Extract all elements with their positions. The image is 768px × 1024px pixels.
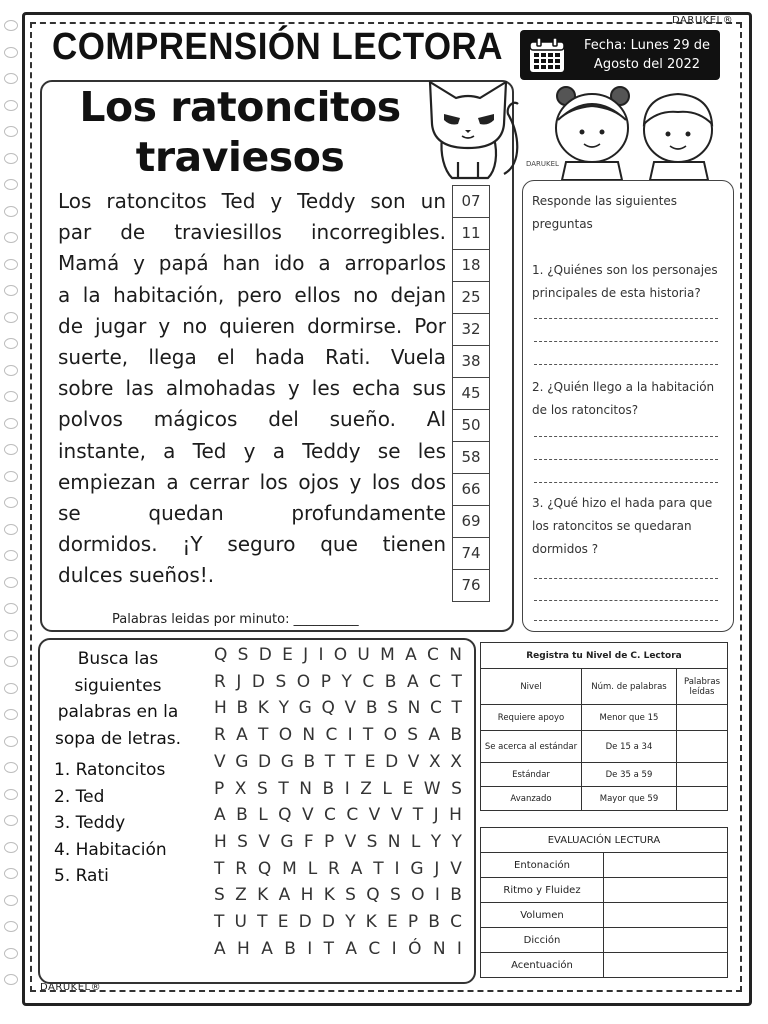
calendar-icon [528, 36, 566, 74]
letter-cell[interactable]: B [284, 938, 296, 959]
spiral-ring [4, 100, 18, 111]
letter-cell[interactable]: L [258, 805, 268, 826]
letter-grid-row [214, 858, 462, 880]
spiral-ring [4, 789, 18, 800]
letter-cell[interactable]: X [428, 751, 441, 772]
word-list-item: 1. Ratoncitos [54, 760, 166, 780]
evaluation-title: EVALUACIÓN LECTURA [481, 828, 728, 853]
letter-cell[interactable]: M [380, 645, 395, 665]
spiral-ring [4, 762, 18, 773]
story-line: polvos mágicos del sueño. Al [58, 407, 446, 432]
letter-cell[interactable]: S [275, 671, 287, 692]
letter-cell[interactable]: Q [278, 805, 292, 826]
answer-line[interactable] [534, 364, 718, 365]
story-line: suerte, llega el hada Rati. Vuela [58, 345, 446, 369]
letter-cell[interactable]: G [280, 831, 294, 852]
story-line: par de traviesillos incorregibles. [58, 220, 446, 245]
letter-cell[interactable]: K [257, 885, 269, 906]
letter-cell[interactable]: T [214, 912, 225, 932]
letter-cell[interactable]: T [258, 725, 269, 746]
spiral-ring [4, 232, 18, 243]
level-range: Mayor que 59 [582, 787, 677, 811]
letter-cell[interactable]: E [364, 751, 376, 772]
criterion-score-cell[interactable] [604, 903, 728, 928]
letter-cell[interactable]: C [450, 912, 462, 932]
level-range: Menor que 15 [582, 705, 677, 731]
letter-cell[interactable]: O [278, 725, 293, 746]
letter-cell[interactable]: U [357, 645, 370, 665]
letter-cell[interactable]: A [236, 725, 248, 746]
letter-cell[interactable]: T [324, 751, 336, 772]
letter-cell[interactable]: N [432, 938, 446, 959]
letter-cell[interactable]: S [345, 885, 356, 906]
letter-cell[interactable]: L [382, 778, 392, 799]
spiral-ring [4, 47, 18, 58]
letter-cell[interactable]: Y [345, 912, 356, 932]
letter-cell[interactable]: Q [214, 645, 228, 665]
letter-cell[interactable]: H [449, 805, 462, 826]
letter-cell[interactable]: Q [366, 885, 380, 906]
letter-cell[interactable]: I [344, 778, 350, 799]
date-line-1: Fecha: Lunes 29 de [584, 38, 710, 53]
letter-cell[interactable]: C [362, 671, 375, 692]
story-line: instante, a Ted y a Teddy se les [58, 438, 446, 463]
criterion-label: Acentuación [481, 953, 604, 978]
letter-cell[interactable]: O [411, 885, 425, 906]
letter-cell[interactable]: F [303, 831, 314, 852]
spiral-ring [4, 577, 18, 588]
word-count-cell: 11 [452, 217, 490, 250]
spiral-ring [4, 736, 18, 747]
letter-cell[interactable]: N [302, 725, 316, 746]
letter-cell[interactable]: X [234, 778, 247, 799]
letter-cell[interactable]: J [236, 671, 242, 692]
level-name: Se acerca al estándar [481, 731, 582, 763]
letter-cell[interactable]: S [390, 885, 401, 906]
question-text: dormidos ? [532, 542, 599, 556]
letter-cell[interactable]: V [390, 805, 403, 826]
spiral-ring [4, 338, 18, 349]
spiral-ring [4, 603, 18, 614]
letter-cell[interactable]: E [277, 912, 289, 932]
letter-cell[interactable]: H [300, 885, 314, 906]
word-list-item: 4. Habitación [54, 839, 167, 860]
letter-cell[interactable]: S [366, 831, 378, 852]
letter-cell[interactable]: T [373, 858, 384, 879]
question-text: Responde las siguientes [532, 194, 678, 208]
kids-illustration [522, 82, 734, 180]
level-name: Estándar [481, 763, 582, 787]
word-count-column [452, 186, 490, 602]
letter-cell[interactable]: T [278, 778, 289, 799]
letter-cell[interactable]: N [387, 831, 401, 852]
instruction-line: siguientes [74, 675, 162, 696]
letter-cell[interactable]: V [407, 751, 420, 772]
letter-cell[interactable]: D [258, 751, 272, 772]
letter-cell[interactable]: C [429, 671, 441, 692]
letter-grid-row [214, 751, 462, 773]
col-nivel: Nivel [481, 669, 582, 705]
spiral-ring [4, 630, 18, 641]
spiral-ring [4, 550, 18, 561]
letter-cell[interactable]: C [427, 645, 439, 665]
letter-cell[interactable]: K [257, 698, 269, 719]
letter-cell[interactable]: A [345, 938, 358, 959]
spiral-ring [4, 709, 18, 720]
letter-cell[interactable]: H [214, 831, 227, 852]
letter-cell[interactable]: W [423, 778, 441, 799]
word-count-cell: 74 [452, 537, 490, 570]
criterion-label: Entonación [481, 853, 604, 878]
letter-cell[interactable]: S [214, 885, 225, 906]
question-text: preguntas [532, 217, 593, 231]
criterion-label: Dicción [481, 928, 604, 953]
letter-cell[interactable]: T [214, 858, 225, 879]
word-list-item: 2. Ted [54, 786, 105, 807]
letter-cell[interactable]: S [387, 698, 398, 719]
letter-cell[interactable]: B [365, 698, 378, 719]
question-text: 2. ¿Quién llego a la habitación [532, 380, 715, 394]
spiral-binding [4, 20, 18, 1010]
letter-cell[interactable]: I [434, 885, 440, 906]
criterion-score-cell[interactable] [604, 878, 728, 903]
criterion-label: Ritmo y Fluidez [481, 878, 604, 903]
letter-cell[interactable]: S [407, 725, 419, 746]
word-count-cell: 07 [452, 185, 490, 218]
letter-cell[interactable]: S [237, 645, 249, 665]
word-count-cell: 45 [452, 377, 490, 410]
letter-cell[interactable]: V [344, 698, 357, 719]
cat-illustration [422, 74, 526, 186]
letter-cell[interactable]: D [321, 912, 335, 932]
answer-line[interactable] [534, 620, 718, 621]
letter-cell[interactable]: Q [257, 858, 272, 879]
letter-cell[interactable]: G [298, 698, 312, 719]
date-line-2: Agosto del 2022 [593, 57, 701, 72]
answer-line[interactable] [534, 578, 718, 579]
letter-cell[interactable]: Y [451, 831, 462, 852]
spiral-ring [4, 153, 18, 164]
question-text: principales de esta historia? [532, 286, 701, 300]
story-title-line-1: Los ratoncitos [79, 83, 401, 131]
story-line: dormidos. ¡Y seguro que tienen [58, 532, 446, 557]
letter-cell[interactable]: R [328, 858, 340, 879]
letter-cell[interactable]: C [368, 938, 381, 959]
question-text: de los ratoncitos? [532, 403, 639, 417]
letter-cell[interactable]: A [278, 885, 291, 906]
brand-top: DARUKEL® [672, 15, 734, 26]
letter-cell[interactable]: T [344, 751, 356, 772]
letter-cell[interactable]: I [391, 938, 397, 959]
letter-grid-row [214, 644, 462, 666]
letter-cell[interactable]: S [237, 831, 248, 852]
spiral-ring [4, 179, 18, 190]
letter-cell[interactable]: E [402, 778, 414, 799]
letter-cell[interactable]: O [296, 671, 311, 692]
story-line: empiezan a cerrar los ojos y los dos [58, 469, 446, 494]
letter-cell[interactable]: A [261, 938, 273, 959]
letter-cell[interactable]: B [450, 885, 462, 906]
criterion-label: Volumen [481, 903, 604, 928]
answer-line[interactable] [534, 318, 718, 319]
letter-cell[interactable]: A [405, 645, 417, 665]
spiral-ring [4, 259, 18, 270]
svg-text:DARUKEL: DARUKEL [526, 160, 559, 168]
spiral-ring [4, 73, 18, 84]
word-search-instructions [44, 646, 192, 752]
letter-cell[interactable]: Z [360, 778, 372, 799]
story-line: dulces sueños!. [58, 563, 215, 588]
word-count-cell: 58 [452, 441, 490, 474]
letter-cell[interactable]: I [318, 645, 324, 665]
spiral-ring [4, 656, 18, 667]
answer-line[interactable] [534, 600, 718, 601]
spiral-ring [4, 815, 18, 826]
spiral-ring [4, 842, 18, 853]
instruction-line: Busca las [77, 649, 159, 669]
letter-cell[interactable]: L [307, 858, 318, 879]
letter-cell[interactable]: E [282, 645, 293, 665]
level-range: De 15 a 34 [582, 731, 677, 763]
spiral-ring [4, 365, 18, 376]
words-per-minute-label: Palabras leidas por minuto: __________ [112, 612, 359, 627]
reading-level-table [480, 642, 728, 811]
letter-cell[interactable]: V [214, 751, 226, 772]
brand-bottom: DARUKEL® [40, 982, 102, 993]
letter-cell[interactable]: V [258, 831, 270, 852]
page-title: COMPRENSIÓN LECTORA [52, 26, 503, 68]
letter-cell[interactable]: O [333, 645, 348, 665]
level-name: Requiere apoyo [481, 705, 582, 731]
spiral-ring [4, 206, 18, 217]
letter-cell[interactable]: E [386, 912, 398, 932]
spiral-ring [4, 921, 18, 932]
letter-cell[interactable]: B [428, 912, 440, 932]
letter-cell[interactable]: S [256, 778, 268, 799]
letter-cell[interactable]: R [235, 858, 248, 879]
letter-cell[interactable]: V [344, 831, 357, 852]
letter-cell[interactable]: N [299, 778, 312, 799]
letter-cell[interactable]: V [301, 805, 314, 826]
letter-cell[interactable]: M [282, 858, 297, 879]
criterion-score-cell[interactable] [604, 953, 728, 978]
spiral-ring [4, 895, 18, 906]
level-name: Avanzado [481, 787, 582, 811]
word-count-cell: 25 [452, 281, 490, 314]
letter-cell[interactable]: A [428, 725, 441, 746]
word-count-cell: 66 [452, 473, 490, 506]
word-count-cell: 69 [452, 505, 490, 538]
letter-grid-row [214, 938, 462, 960]
letter-cell[interactable]: A [350, 858, 363, 879]
story-line: Mamá y papá han ido a arroparlos [58, 251, 446, 276]
letter-cell[interactable]: V [450, 858, 462, 879]
letter-cell[interactable]: Y [430, 831, 442, 852]
level-input-cell[interactable] [677, 763, 728, 787]
letter-cell[interactable]: T [451, 671, 462, 692]
story-line: a la habitación, pero ellos no dejan [58, 282, 446, 307]
word-count-cell: 32 [452, 313, 490, 346]
instruction-line: palabras en la [57, 702, 179, 722]
letter-cell[interactable]: G [280, 751, 294, 772]
spiral-ring [4, 497, 18, 508]
spiral-ring [4, 683, 18, 694]
col-palabras-leidas: Palabras leídas [677, 669, 728, 705]
letter-cell[interactable]: K [365, 912, 377, 932]
letter-cell[interactable]: J [303, 645, 309, 665]
letter-cell[interactable]: T [362, 725, 374, 746]
letter-cell[interactable]: A [406, 671, 419, 692]
reading-level-title: Registra tu Nivel de C. Lectora [481, 643, 728, 669]
letter-cell[interactable]: G [410, 858, 424, 879]
letter-cell[interactable]: C [325, 725, 338, 746]
story-title-line-2: traviesos [135, 133, 345, 181]
letter-cell[interactable]: I [394, 858, 400, 879]
spiral-ring [4, 524, 18, 535]
answer-line[interactable] [534, 459, 718, 460]
letter-cell[interactable]: U [234, 912, 247, 932]
letter-cell[interactable]: N [449, 645, 462, 665]
letter-cell[interactable]: A [214, 805, 226, 826]
story-line: se quedan profundamente [58, 501, 446, 525]
letter-cell[interactable]: O [383, 725, 397, 746]
answer-line[interactable] [534, 341, 718, 342]
letter-grid-row [214, 884, 462, 906]
letter-cell[interactable]: C [324, 805, 336, 826]
letter-cell[interactable]: Z [235, 885, 247, 906]
word-count-cell: 38 [452, 345, 490, 378]
story-line: Los ratoncitos Ted y Teddy son un [58, 189, 446, 213]
letter-cell[interactable]: Y [278, 698, 289, 719]
spiral-ring [4, 20, 18, 31]
spiral-ring [4, 312, 18, 323]
date-box [520, 30, 720, 80]
story-line: de jugar y no quieren dormirse. Por [58, 313, 446, 338]
letter-grid-row [214, 911, 462, 933]
story-title [60, 82, 420, 182]
letter-cell[interactable]: T [257, 912, 268, 932]
word-count-cell: 76 [452, 569, 490, 602]
letter-cell[interactable]: H [237, 938, 250, 959]
letter-cell[interactable]: K [323, 885, 335, 906]
word-count-cell: 18 [452, 249, 490, 282]
letter-cell[interactable]: D [385, 751, 399, 772]
letter-cell[interactable]: S [451, 778, 462, 799]
letter-cell[interactable]: T [412, 805, 424, 826]
letter-cell[interactable]: R [214, 725, 226, 746]
criterion-score-cell[interactable] [604, 928, 728, 953]
letter-cell[interactable]: Y [341, 671, 352, 692]
letter-grid-row [214, 831, 462, 853]
instruction-line: sopa de letras. [54, 728, 182, 749]
letter-grid-row [214, 671, 462, 693]
letter-grid-row [214, 724, 462, 746]
letter-cell[interactable]: B [450, 725, 462, 746]
letter-cell[interactable]: V [368, 805, 381, 826]
spiral-ring [4, 391, 18, 402]
date-text [576, 36, 718, 74]
letter-cell[interactable]: B [384, 671, 397, 692]
letter-cell[interactable]: B [303, 751, 316, 772]
word-list-item: 5. Rati [54, 866, 109, 886]
question-text: los ratoncitos se quedaran [532, 519, 692, 533]
level-input-cell[interactable] [677, 731, 728, 763]
letter-cell[interactable]: I [307, 938, 313, 959]
letter-cell[interactable]: B [236, 698, 249, 719]
spiral-ring [4, 471, 18, 482]
letter-cell[interactable]: D [298, 912, 312, 932]
letter-cell[interactable]: G [235, 751, 249, 772]
letter-cell[interactable]: C [429, 698, 442, 719]
letter-cell[interactable]: N [407, 698, 421, 719]
letter-cell[interactable]: D [258, 645, 272, 665]
letter-cell[interactable]: J [433, 805, 439, 826]
letter-cell[interactable]: P [320, 671, 331, 692]
spiral-ring [4, 948, 18, 959]
criterion-score-cell[interactable] [604, 853, 728, 878]
reading-evaluation-table [480, 827, 728, 978]
letter-cell[interactable]: I [456, 938, 462, 959]
letter-cell[interactable]: B [322, 778, 335, 799]
letter-cell[interactable]: P [324, 831, 335, 852]
level-input-cell[interactable] [677, 705, 728, 731]
answer-line[interactable] [534, 436, 718, 437]
col-num-palabras: Núm. de palabras [582, 669, 677, 705]
letter-cell[interactable]: L [410, 831, 421, 852]
letter-cell[interactable]: J [434, 858, 440, 879]
letter-cell[interactable]: I [347, 725, 353, 746]
letter-cell[interactable]: P [214, 778, 225, 799]
spiral-ring [4, 126, 18, 137]
spiral-ring [4, 285, 18, 296]
letter-cell[interactable]: R [214, 671, 226, 692]
letter-cell[interactable]: A [214, 938, 226, 959]
letter-grid-row [214, 778, 462, 800]
letter-cell[interactable]: T [451, 698, 462, 719]
story-line: sobre las almohadas y les echa sus [58, 376, 446, 401]
letter-cell[interactable]: X [450, 751, 462, 772]
letter-cell[interactable]: H [214, 698, 227, 719]
spiral-ring [4, 418, 18, 429]
letter-cell[interactable]: D [251, 671, 265, 692]
spiral-ring [4, 444, 18, 455]
spiral-ring [4, 974, 18, 985]
word-list-item: 3. Teddy [54, 813, 126, 833]
answer-line[interactable] [534, 482, 718, 483]
letter-cell[interactable]: P [407, 912, 419, 932]
question-text: 1. ¿Quiénes son los personajes [532, 263, 718, 277]
spiral-ring [4, 868, 18, 879]
level-input-cell[interactable] [677, 787, 728, 811]
letter-cell[interactable]: B [236, 805, 248, 826]
letter-cell[interactable]: C [346, 805, 359, 826]
question-text: 3. ¿Qué hizo el hada para que [532, 496, 713, 510]
letter-grid-row [214, 804, 462, 826]
word-count-cell: 50 [452, 409, 490, 442]
letter-cell[interactable]: Ó [408, 938, 422, 959]
letter-grid-row [214, 697, 462, 719]
letter-cell[interactable]: Q [321, 698, 335, 719]
letter-cell[interactable]: T [323, 938, 335, 959]
level-range: De 35 a 59 [582, 763, 677, 787]
